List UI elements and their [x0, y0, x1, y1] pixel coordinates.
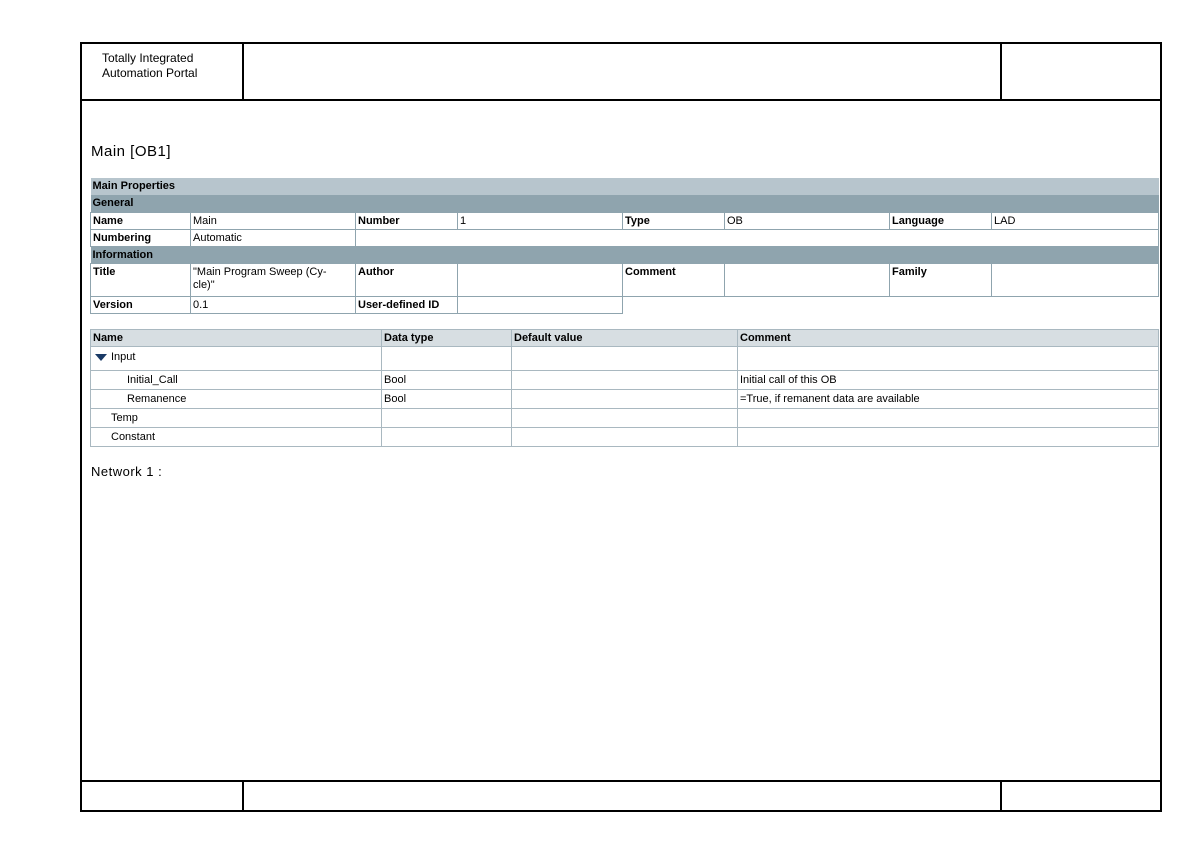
constant-label: Constant: [91, 428, 382, 447]
table-row: [91, 428, 1159, 447]
version-label: Version: [91, 296, 191, 313]
page-header: [82, 44, 1160, 101]
version-value: 0.1: [191, 296, 356, 313]
col-name-header: Name: [91, 330, 382, 347]
table-row: [91, 409, 1159, 428]
footer-divider-2: [1000, 782, 1002, 810]
col-comment-header: Comment: [738, 330, 1159, 347]
row-default: [512, 371, 738, 390]
page-frame: [80, 42, 1162, 812]
userid-value: [458, 296, 623, 313]
input-comment: [738, 347, 1159, 371]
numbering-value: Automatic: [191, 229, 356, 246]
main-properties-header: Main Properties: [91, 178, 1159, 195]
language-value: LAD: [992, 212, 1159, 229]
constant-comment: [738, 428, 1159, 447]
author-value: [458, 263, 623, 296]
collapse-triangle-icon[interactable]: [95, 354, 107, 361]
family-value: [992, 263, 1159, 296]
name-label: Name: [91, 212, 191, 229]
information-header: Information: [91, 246, 1159, 263]
comment-value: [725, 263, 890, 296]
col-default-header: Default value: [512, 330, 738, 347]
row-comment: Initial call of this OB: [738, 371, 1159, 390]
language-label: Language: [890, 212, 992, 229]
general-header: General: [91, 195, 1159, 212]
footer-divider-1: [242, 782, 244, 810]
title-value: [191, 263, 356, 296]
row-type: Bool: [382, 371, 512, 390]
constant-default: [512, 428, 738, 447]
row-comment: =True, if remanent data are available: [738, 390, 1159, 409]
userid-label: User-defined ID: [356, 296, 458, 313]
product-line-2: Automation Portal: [102, 66, 198, 80]
number-value: 1: [458, 212, 623, 229]
temp-type: [382, 409, 512, 428]
version-filler: [623, 296, 1159, 313]
title-value-line-2: cle)": [193, 278, 215, 291]
row-type: Bool: [382, 390, 512, 409]
block-title: Main [OB1]: [91, 143, 172, 160]
author-label: Author: [356, 263, 458, 296]
row-name: Initial_Call: [91, 371, 382, 390]
product-line-1: Totally Integrated: [102, 51, 194, 65]
title-label: Title: [91, 263, 191, 296]
page-footer: [82, 780, 1160, 810]
network-title: Network 1 :: [91, 464, 163, 479]
interface-table: [90, 329, 1159, 447]
input-label: Input: [111, 351, 136, 363]
temp-label: Temp: [91, 409, 382, 428]
number-label: Number: [356, 212, 458, 229]
numbering-label: Numbering: [91, 229, 191, 246]
header-divider: [1000, 44, 1002, 99]
family-label: Family: [890, 263, 992, 296]
input-type: [382, 347, 512, 371]
input-section-row[interactable]: [91, 347, 382, 371]
table-row: [91, 390, 1159, 409]
name-value: Main: [191, 212, 356, 229]
type-label: Type: [623, 212, 725, 229]
col-datatype-header: Data type: [382, 330, 512, 347]
product-name: [82, 44, 244, 99]
numbering-filler: [356, 229, 1159, 246]
properties-table: [90, 178, 1159, 314]
comment-label: Comment: [623, 263, 725, 296]
row-default: [512, 390, 738, 409]
constant-type: [382, 428, 512, 447]
title-value-line-1: "Main Program Sweep (Cy-: [193, 265, 327, 278]
input-default: [512, 347, 738, 371]
type-value: OB: [725, 212, 890, 229]
temp-comment: [738, 409, 1159, 428]
table-row: [91, 371, 1159, 390]
temp-default: [512, 409, 738, 428]
row-name: Remanence: [91, 390, 382, 409]
